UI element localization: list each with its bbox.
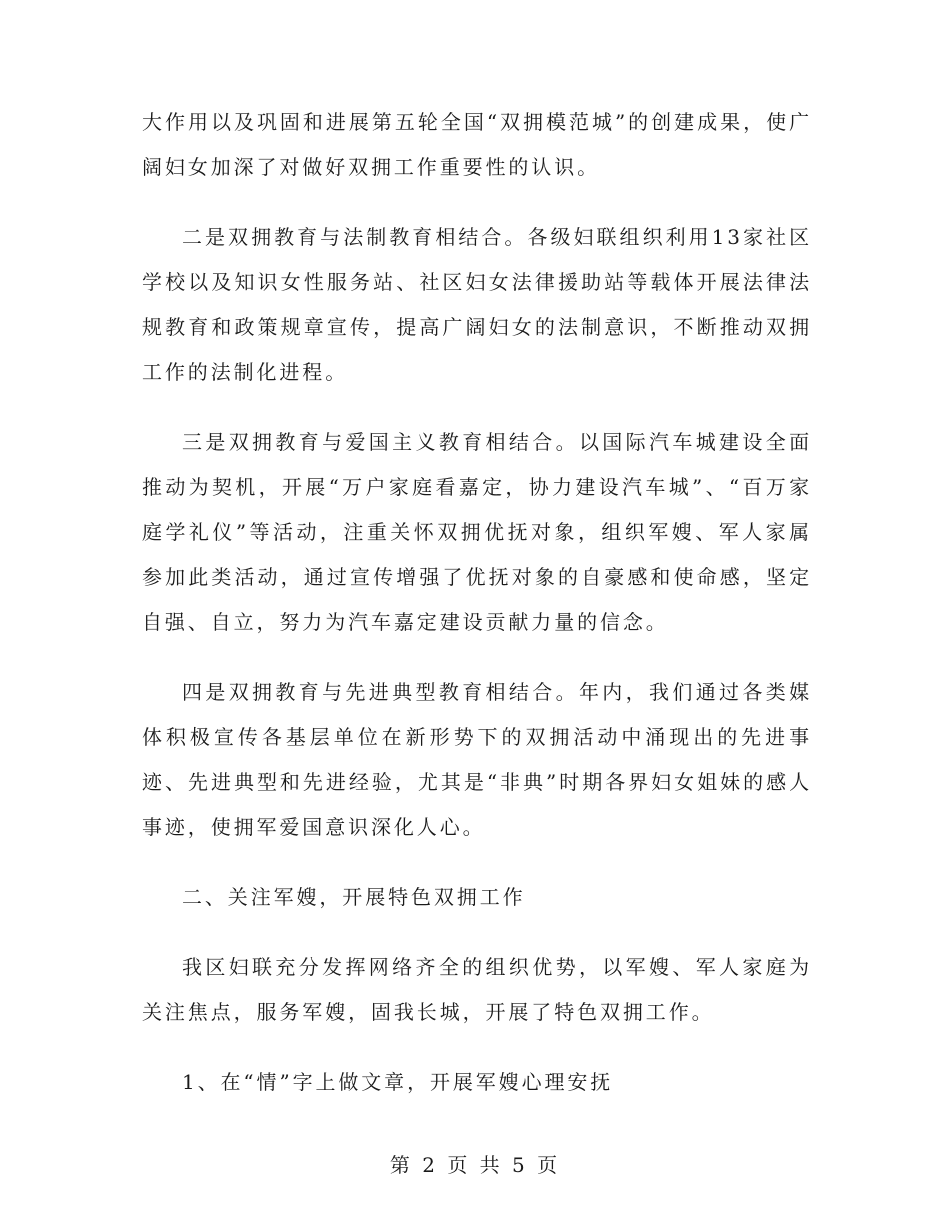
paragraph-patriotic-education: 三是双拥教育与爱国主义教育相结合。以国际汽车城建设全面推动为契机，开展“万户家庭看嘉定，协力建设汽车城”、“百万家庭学礼仪”等活动，注重关怀双拥优抚对象，组织军嫂、军人家属参加此类活动，通过宣传增强了优抚对象的自豪感和使命感，坚定自强、自立，努力为汽车嘉定建设贡献力量的信念。 <box>142 430 812 634</box>
paragraph-legal-education: 二是双拥教育与法制教育相结合。各级妇联组织利用13家社区学校以及知识女性服务站、社区妇女法律援助站等载体开展法律法规教育和政策规章宣传，提高广阔妇女的法制意识，不断推动双拥工作的法制化进程。 <box>142 225 812 384</box>
paragraph-model-education: 四是双拥教育与先进典型教育相结合。年内，我们通过各类媒体积极宣传各基层单位在新形势下的双拥活动中涌现出的先进事迹、先进典型和先进经验，尤其是“非典”时期各界妇女姐妹的感人事迹，使拥军爱国意识深化人心。 <box>142 680 812 839</box>
section-heading: 二、关注军嫂，开展特色双拥工作 <box>182 885 526 909</box>
page-number-footer: 第 2 页 共 5 页 <box>389 1153 561 1177</box>
subsection-heading: 1、在“情”字上做文章，开展军嫂心理安抚 <box>182 1070 614 1094</box>
document-body <box>142 100 812 1105</box>
paragraph-continuation: 大作用以及巩固和进展第五轮全国“双拥模范城”的创建成果，使广阔妇女加深了对做好双拥工作重要性的认识。 <box>142 110 812 179</box>
paragraph-military-wives: 我区妇联充分发挥网络齐全的组织优势，以军嫂、军人家庭为关注焦点，服务军嫂，固我长城，开展了特色双拥工作。 <box>142 955 812 1024</box>
